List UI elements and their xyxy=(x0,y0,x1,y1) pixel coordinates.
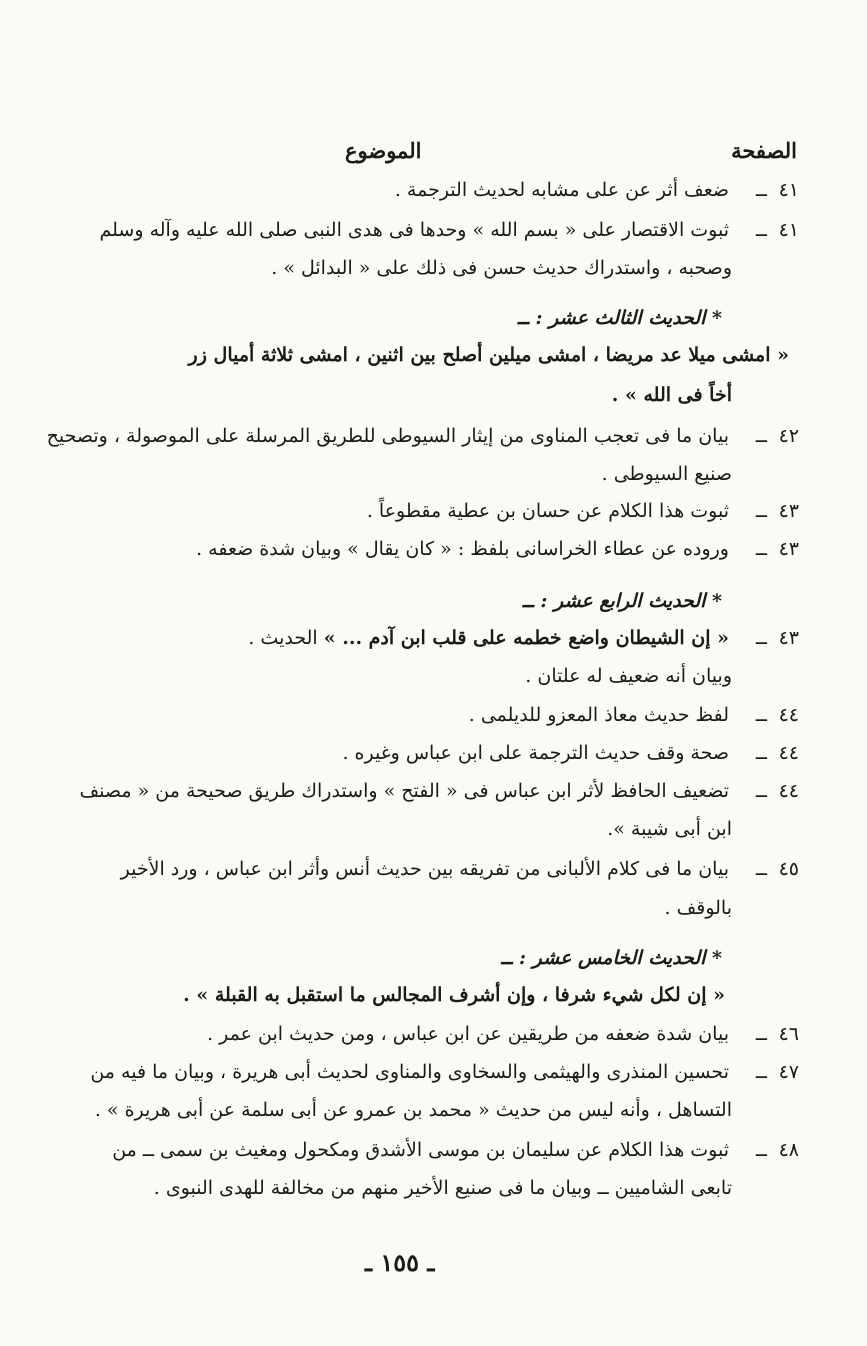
entry-dash: ــ xyxy=(755,179,767,201)
hadith-text: « إن لكل شيء شرفا ، وإن أشرف المجالس ما استقبل به القبلة » . xyxy=(183,984,725,1006)
section-heading: * الحديث الرابع عشر : ــ xyxy=(522,590,722,612)
entry-page-number: ٤١ xyxy=(778,219,799,241)
entry-page-number: ٤٢ xyxy=(778,425,799,447)
section-heading: * الحديث الخامس عشر : ــ xyxy=(501,947,722,969)
entry-continuation: وصحبه ، واستدراك حديث حسن فى ذلك على « البدائل » . xyxy=(271,257,732,279)
page-number: ـ ١٥٥ ـ xyxy=(365,1248,435,1277)
entry-text: ثبوت هذا الكلام عن سليمان بن موسى الأشدق ومكحول ومغيث بن سمى ــ من xyxy=(112,1139,729,1161)
entry-text: تضعيف الحافظ لأثر ابن عباس فى « الفتح » واستدراك طريق صحيحة من « مصنف xyxy=(79,780,729,802)
entry-page-number: ٤٣ xyxy=(778,627,799,649)
page-column-heading: الصفحة xyxy=(731,138,797,163)
entry-page-number: ٤٧ xyxy=(778,1061,799,1083)
entry-dash: ــ xyxy=(755,858,767,880)
entry-dash: ــ xyxy=(755,742,767,764)
topic-column-heading: الموضوع xyxy=(345,138,422,163)
entry-dash: ــ xyxy=(755,538,767,560)
entry-continuation: بالوقف . xyxy=(664,897,732,919)
entry-continuation: صنيع السيوطى . xyxy=(601,463,732,485)
entry-text: ثبوت الاقتصار على « بسم الله » وحدها فى هدى النبى صلى الله عليه وآله وسلم xyxy=(99,219,729,241)
entry-page-number: ٤٤ xyxy=(778,704,799,726)
entry-page-number: ٤٤ xyxy=(778,780,799,802)
entry-page-number: ٤٦ xyxy=(778,1023,799,1045)
entry-page-number: ٤٤ xyxy=(778,742,799,764)
entry-dash: ــ xyxy=(755,1061,767,1083)
hadith-text: « امشى ميلا عد مريضا ، امشى ميلين أصلح بين اثنين ، امشى ثلاثة أميال زر xyxy=(188,344,789,366)
entry-text: صحة وقف حديث الترجمة على ابن عباس وغيره . xyxy=(342,742,729,764)
entry-tail: الحديث . xyxy=(248,627,324,649)
entry-text: بيان ما فى كلام الألبانى من تفريقه بين حديث أنس وأثر ابن عباس ، ورد الأخير xyxy=(120,858,729,880)
entry-text: لفظ حديث معاذ المعزو للديلمى . xyxy=(468,704,729,726)
entry-text: تحسين المنذرى والهيثمى والسخاوى والمناوى لحديث أبى هريرة ، وبيان ما فيه من xyxy=(90,1061,729,1083)
entry-dash: ــ xyxy=(755,219,767,241)
entry-text: وروده عن عطاء الخراسانى بلفظ : « كان يقال » وبيان شدة ضعفه . xyxy=(196,538,729,560)
entry-dash: ــ xyxy=(755,500,767,522)
entry-page-number: ٤٨ xyxy=(778,1139,799,1161)
entry-text: ثبوت هذا الكلام عن حسان بن عطية مقطوعاً . xyxy=(366,500,729,522)
section-heading: * الحديث الثالث عشر : ــ xyxy=(517,307,722,329)
entry-dash: ــ xyxy=(755,425,767,447)
entry-continuation: التساهل ، وأنه ليس من حديث « محمد بن عمرو عن أبى سلمة عن أبى هريرة » . xyxy=(94,1099,732,1121)
entry-dash: ــ xyxy=(755,1023,767,1045)
entry-dash: ــ xyxy=(755,704,767,726)
entry-page-number: ٤٣ xyxy=(778,500,799,522)
entry-dash: ــ xyxy=(755,1139,767,1161)
entry-continuation: ابن أبى شيبة ». xyxy=(607,818,732,840)
hadith-text-continuation: أخاً فى الله » . xyxy=(611,384,732,406)
entry-page-number: ٤٣ xyxy=(778,538,799,560)
entry-page-number: ٤١ xyxy=(778,179,799,201)
entry-text xyxy=(248,626,729,650)
entry-continuation: تابعى الشاميين ــ وبيان ما فى صنيع الأخير منهم من مخالفة للهدى النبوى . xyxy=(153,1177,732,1199)
entry-text: بيان شدة ضعفه من طريقين عن ابن عباس ، ومن حديث ابن عمر . xyxy=(207,1023,729,1045)
entry-text: بيان ما فى تعجب المناوى من إيثار السيوطى للطريق المرسلة على الموصولة ، وتصحيح xyxy=(46,425,729,447)
entry-continuation: وبيان أنه ضعيف له علتان . xyxy=(525,665,732,687)
entry-text: ضعف أثر عن على مشابه لحديث الترجمة . xyxy=(394,179,729,201)
entry-page-number: ٤٥ xyxy=(778,858,799,880)
entry-dash: ــ xyxy=(755,780,767,802)
entry-dash: ــ xyxy=(755,627,767,649)
hadith-text: « إن الشيطان واضع خطمه على قلب ابن آدم ... » xyxy=(323,627,729,649)
